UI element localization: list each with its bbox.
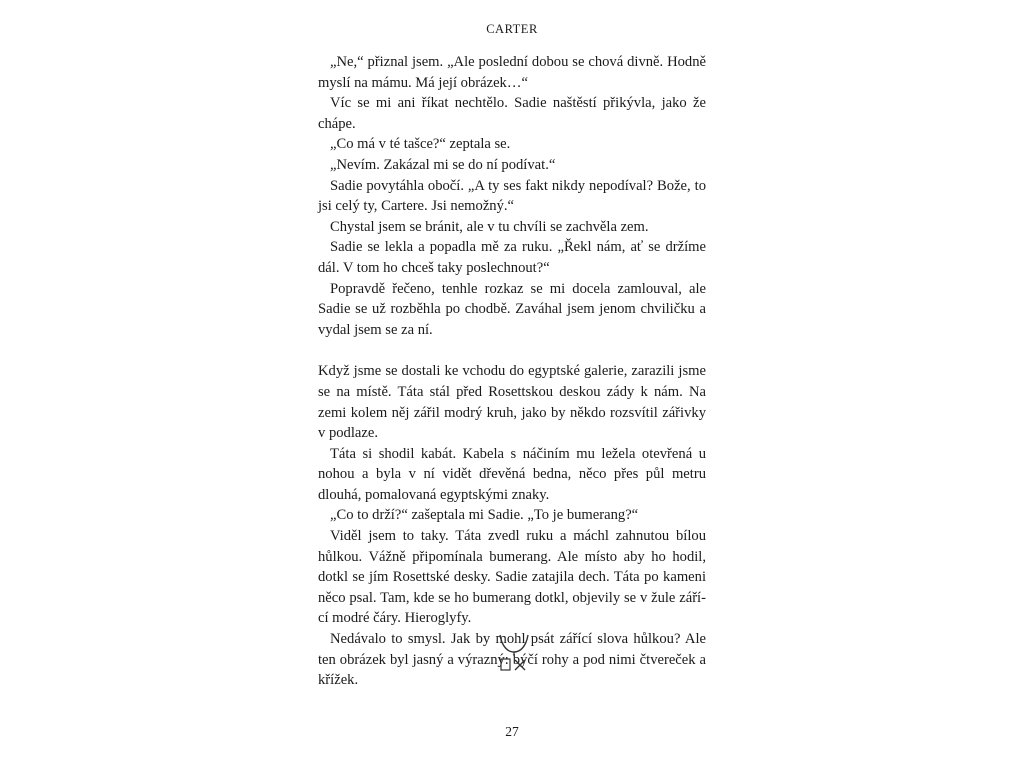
paragraph: Viděl jsem to taky. Táta zvedl ruku a máchl zahnutou bílou hůlkou. Vážně připomínala bumerang. Ale místo aby ho hodil, dotkl se jím Rosettské desky. Sadie zatajila dech. Táta po kameni něco psal. Tam, kde se ho bumerang dotkl, objevily se v žule zářící modré čáry. Hieroglyfy. — [318, 528, 706, 627]
page-number: 27 — [505, 724, 519, 739]
paragraph: Táta si shodil kabát. Kabela s náčiním mu ležela otevřená u nohou a byla v ní vidět dřevěná bedna, něco přes půl metru dlouhá, pomalovaná egyptskými znaky. — [318, 445, 706, 503]
body-text — [318, 52, 706, 691]
paragraph: Sadie povytáhla obočí. „A ty ses fakt nikdy nepodíval? Bože, to jsi celý ty, Cartere. Jsi nemožný.“ — [318, 177, 706, 215]
section-break — [318, 340, 706, 361]
paragraph: Popravdě řečeno, tenhle rozkaz se mi docela zamlouval, ale Sadie se už rozběhla po chodbě. Zaváhal jsem jenom chviličku a vydal jsem se za ní. — [318, 280, 706, 338]
paragraph: Chystal jsem se bránit, ale v tu chvíli se zachvěla zem. — [330, 218, 649, 235]
paragraph: „Nevím. Zakázal mi se do ní podívat.“ — [330, 156, 556, 173]
paragraph: Sadie se lekla a popadla mě za ruku. „Řekl nám, ať se držíme dál. V tom ho chceš taky poslechnout?“ — [318, 239, 706, 276]
paragraph: „Ne,“ přiznal jsem. „Ale poslední dobou se chová divně. Hodně myslí na mámu. Má její obrázek…“ — [318, 54, 706, 91]
paragraph: Nedávalo to smysl. Jak by mohl psát zářící slova hůlkou? Ale ten obrázek byl jasný a výrazný: býčí rohy a pod nimi čtvereček a křížek. — [318, 631, 706, 689]
paragraph: „Co to drží?“ zašeptala mi Sadie. „To je bumerang?“ — [330, 507, 639, 524]
running-head: CARTER — [486, 22, 538, 36]
paragraph: Když jsme se dostali ke vchodu do egyptské galerie, zarazili jsme se na místě. Táta stál před Rosettskou deskou zády k nám. Na zemi kolem něj zářil modrý kruh, jako by někdo rozsvítil zářivky v podlaze. — [318, 363, 706, 442]
bull-horns-square-cross-hieroglyph-icon — [494, 632, 534, 676]
paragraph: Víc se mi ani říkat nechtělo. Sadie naštěstí přikývla, jako že chápe. — [318, 95, 706, 132]
paragraph: „Co má v té tašce?“ zeptala se. — [330, 136, 511, 153]
